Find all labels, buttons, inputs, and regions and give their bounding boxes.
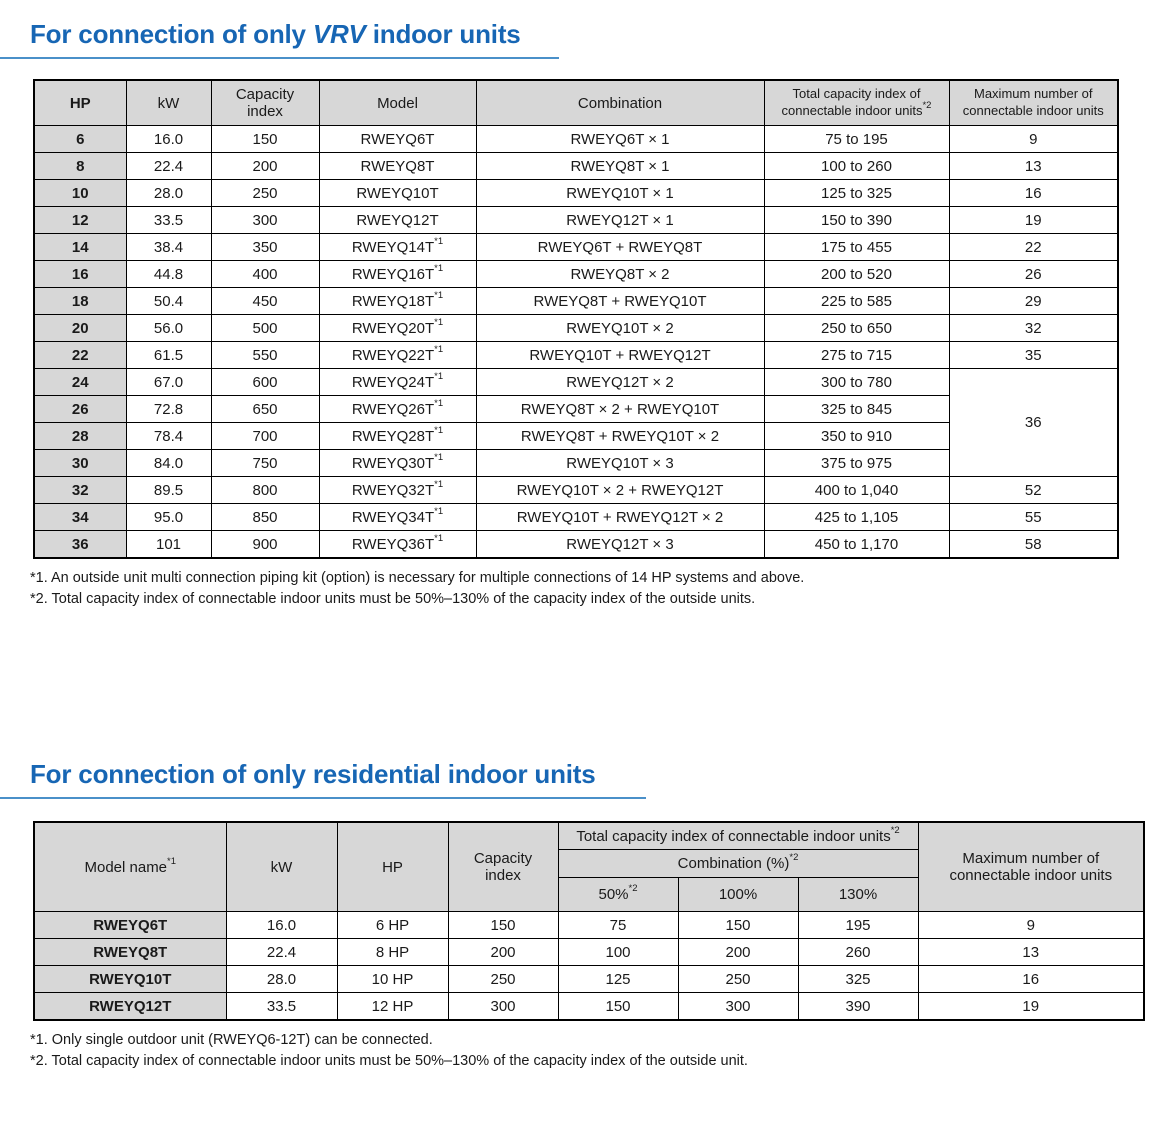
header-50pct: 50%$^{*2}$ <box>558 878 678 912</box>
capacity-index-cell: 250 <box>448 966 558 993</box>
model-name-cell: RWEYQ6T <box>34 912 226 939</box>
hp-cell: 12 HP <box>337 993 448 1020</box>
table-row <box>34 261 1118 288</box>
max-number-cell: 36 <box>949 369 1118 477</box>
kw-cell: 78.4 <box>126 423 211 450</box>
total-capacity-cell: 325 to 845 <box>764 396 949 423</box>
total-capacity-cell: 400 to 1,040 <box>764 477 949 504</box>
header-100pct: 100% <box>678 878 798 912</box>
combination-cell: RWEYQ8T × 2 <box>476 261 764 288</box>
footnote-marker: *1 <box>434 451 444 463</box>
total-capacity-cell: 225 to 585 <box>764 288 949 315</box>
capacity-index-cell: 700 <box>211 423 319 450</box>
capacity-index-cell: 300 <box>211 207 319 234</box>
model-cell: $RWEYQ34T^{*1}$ <box>319 504 476 531</box>
title-underline <box>0 57 559 59</box>
max-number-cell: 19 <box>918 993 1144 1020</box>
hp-cell: 12 <box>34 207 126 234</box>
combination-cell: RWEYQ10T × 2 + RWEYQ12T <box>476 477 764 504</box>
total-capacity-cell: 250 to 650 <box>764 315 949 342</box>
model-cell: RWEYQ8T <box>319 153 476 180</box>
capacity-index-cell: 900 <box>211 531 319 558</box>
model-cell: $RWEYQ24T^{*1}$ <box>319 369 476 396</box>
hp-cell: 18 <box>34 288 126 315</box>
section-title-residential: For connection of only residential indoor units <box>30 758 596 789</box>
model-cell: $RWEYQ18T^{*1}$ <box>319 288 476 315</box>
kw-cell: 72.8 <box>126 396 211 423</box>
combination-50-cell: 125 <box>558 966 678 993</box>
combination-cell: RWEYQ8T + RWEYQ10T <box>476 288 764 315</box>
footnote-line: *2. Total capacity index of connectable indoor units must be 50%–130% of the capacity index of the outside unit. <box>30 1052 748 1069</box>
header-capacity-index: Capacity index <box>211 80 319 126</box>
total-capacity-cell: 350 to 910 <box>764 423 949 450</box>
hp-cell: 8 <box>34 153 126 180</box>
section-vrv <box>0 20 1150 610</box>
kw-cell: 28.0 <box>226 966 337 993</box>
table-row <box>34 912 1144 939</box>
combination-cell: RWEYQ6T × 1 <box>476 126 764 153</box>
header-max-number: Maximum number of connectable indoor units <box>918 822 1144 912</box>
model-cell: $RWEYQ32T^{*1}$ <box>319 477 476 504</box>
model-cell: RWEYQ10T <box>319 180 476 207</box>
table-row <box>34 531 1118 558</box>
model-name-cell: RWEYQ10T <box>34 966 226 993</box>
capacity-index-cell: 150 <box>211 126 319 153</box>
model-cell: RWEYQ6T <box>319 126 476 153</box>
max-number-cell: 35 <box>949 342 1118 369</box>
max-number-cell: 9 <box>949 126 1118 153</box>
kw-cell: 44.8 <box>126 261 211 288</box>
hp-cell: 10 HP <box>337 966 448 993</box>
table-row <box>34 993 1144 1020</box>
footnote-marker: *1 <box>434 505 444 517</box>
table-row <box>34 153 1118 180</box>
header-model-name: Model name$^{*1}$ <box>34 822 226 912</box>
table-row <box>34 477 1118 504</box>
total-capacity-cell: 200 to 520 <box>764 261 949 288</box>
table-row <box>34 966 1144 993</box>
title-underline <box>0 797 646 799</box>
capacity-index-cell: 650 <box>211 396 319 423</box>
total-capacity-cell: 100 to 260 <box>764 153 949 180</box>
table-row <box>34 369 1118 396</box>
total-capacity-cell: 75 to 195 <box>764 126 949 153</box>
model-cell: $RWEYQ16T^{*1}$ <box>319 261 476 288</box>
max-number-cell: 52 <box>949 477 1118 504</box>
footnote-marker: *2 <box>922 100 932 112</box>
footnote-marker: *1 <box>434 262 444 274</box>
footnote-marker: *1 <box>434 316 444 328</box>
table-row <box>34 939 1144 966</box>
footnote-line: *2. Total capacity index of connectable indoor units must be 50%–130% of the capacity index of the outside units. <box>30 590 756 607</box>
capacity-index-cell: 350 <box>211 234 319 261</box>
table-row <box>34 315 1118 342</box>
combination-50-cell: 75 <box>558 912 678 939</box>
kw-cell: 33.5 <box>226 993 337 1020</box>
footnote-marker: *1 <box>434 478 444 490</box>
footnote-marker: *2 <box>890 824 900 836</box>
residential-spec-table <box>33 821 1145 1021</box>
header-total-capacity: Total capacity index of connectable indoor units$^{*2}$ <box>558 822 918 850</box>
hp-cell: 6 <box>34 126 126 153</box>
hp-cell: 34 <box>34 504 126 531</box>
kw-cell: 89.5 <box>126 477 211 504</box>
title-prefix: For connection of only <box>30 19 313 49</box>
capacity-index-cell: 450 <box>211 288 319 315</box>
header-kw: kW <box>226 822 337 912</box>
header-capacity-index: Capacity index <box>448 822 558 912</box>
footnote-line: *1. Only single outdoor unit (RWEYQ6-12T) can be connected. <box>30 1031 433 1048</box>
hp-cell: 32 <box>34 477 126 504</box>
max-number-cell: 13 <box>918 939 1144 966</box>
capacity-index-cell: 150 <box>448 912 558 939</box>
kw-cell: 16.0 <box>126 126 211 153</box>
capacity-index-cell: 800 <box>211 477 319 504</box>
model-cell: $RWEYQ30T^{*1}$ <box>319 450 476 477</box>
footnote-marker: *1 <box>434 370 444 382</box>
header-kw: kW <box>126 80 211 126</box>
total-capacity-cell: 125 to 325 <box>764 180 949 207</box>
table-row <box>34 126 1118 153</box>
combination-cell: RWEYQ8T + RWEYQ10T × 2 <box>476 423 764 450</box>
hp-cell: 30 <box>34 450 126 477</box>
capacity-index-cell: 500 <box>211 315 319 342</box>
footnote-marker: *1 <box>167 855 177 867</box>
table-row <box>34 207 1118 234</box>
hp-cell: 22 <box>34 342 126 369</box>
table-header-row <box>34 80 1118 126</box>
max-number-cell: 32 <box>949 315 1118 342</box>
header-combination: Combination <box>476 80 764 126</box>
kw-cell: 38.4 <box>126 234 211 261</box>
combination-50-cell: 100 <box>558 939 678 966</box>
kw-cell: 56.0 <box>126 315 211 342</box>
max-number-cell: 58 <box>949 531 1118 558</box>
combination-cell: RWEYQ8T × 1 <box>476 153 764 180</box>
combination-cell: RWEYQ6T + RWEYQ8T <box>476 234 764 261</box>
combination-100-cell: 250 <box>678 966 798 993</box>
kw-cell: 28.0 <box>126 180 211 207</box>
model-cell: $RWEYQ28T^{*1}$ <box>319 423 476 450</box>
combination-cell: RWEYQ12T × 3 <box>476 531 764 558</box>
model-cell: $RWEYQ36T^{*1}$ <box>319 531 476 558</box>
combination-cell: RWEYQ10T × 1 <box>476 180 764 207</box>
combination-cell: RWEYQ10T × 2 <box>476 315 764 342</box>
hp-cell: 14 <box>34 234 126 261</box>
footnote-marker: *1 <box>434 532 444 544</box>
combination-130-cell: 195 <box>798 912 918 939</box>
footnote-line: *1. An outside unit multi connection piping kit (option) is necessary for multiple connections of 14 HP systems and above. <box>30 569 805 586</box>
combination-cell: RWEYQ10T × 3 <box>476 450 764 477</box>
section-residential <box>0 760 1150 1072</box>
hp-cell: 10 <box>34 180 126 207</box>
max-number-cell: 19 <box>949 207 1118 234</box>
footnote-marker: *2 <box>789 852 799 864</box>
capacity-index-cell: 400 <box>211 261 319 288</box>
header-model: Model <box>319 80 476 126</box>
max-number-cell: 26 <box>949 261 1118 288</box>
model-cell: RWEYQ12T <box>319 207 476 234</box>
kw-cell: 33.5 <box>126 207 211 234</box>
combination-100-cell: 300 <box>678 993 798 1020</box>
capacity-index-cell: 850 <box>211 504 319 531</box>
header-hp: HP <box>337 822 448 912</box>
model-name-cell: RWEYQ12T <box>34 993 226 1020</box>
table-row <box>34 234 1118 261</box>
table-header-row <box>34 822 1144 850</box>
footnote-marker: *1 <box>434 424 444 436</box>
model-cell: $RWEYQ22T^{*1}$ <box>319 342 476 369</box>
capacity-index-cell: 300 <box>448 993 558 1020</box>
max-number-cell: 16 <box>949 180 1118 207</box>
kw-cell: 22.4 <box>226 939 337 966</box>
table-row <box>34 342 1118 369</box>
model-name-cell: RWEYQ8T <box>34 939 226 966</box>
kw-cell: 61.5 <box>126 342 211 369</box>
capacity-index-cell: 550 <box>211 342 319 369</box>
model-cell: $RWEYQ26T^{*1}$ <box>319 396 476 423</box>
kw-cell: 95.0 <box>126 504 211 531</box>
title-emphasis-vrv: VRV <box>312 19 366 49</box>
header-combination-pct: Combination (%)$^{*2}$ <box>558 850 918 878</box>
table-row <box>34 288 1118 315</box>
model-cell: $RWEYQ14T^{*1}$ <box>319 234 476 261</box>
footnote-marker: *1 <box>434 397 444 409</box>
max-number-cell: 55 <box>949 504 1118 531</box>
combination-130-cell: 325 <box>798 966 918 993</box>
max-number-cell: 29 <box>949 288 1118 315</box>
max-number-cell: 13 <box>949 153 1118 180</box>
total-capacity-cell: 175 to 455 <box>764 234 949 261</box>
capacity-index-cell: 200 <box>211 153 319 180</box>
combination-130-cell: 390 <box>798 993 918 1020</box>
hp-cell: 24 <box>34 369 126 396</box>
footnote-marker: *1 <box>434 343 444 355</box>
section-title-vrv <box>30 20 1150 50</box>
combination-cell: RWEYQ12T × 2 <box>476 369 764 396</box>
total-capacity-cell: 450 to 1,170 <box>764 531 949 558</box>
hp-cell: 16 <box>34 261 126 288</box>
kw-cell: 67.0 <box>126 369 211 396</box>
combination-cell: RWEYQ8T × 2 + RWEYQ10T <box>476 396 764 423</box>
kw-cell: 16.0 <box>226 912 337 939</box>
combination-130-cell: 260 <box>798 939 918 966</box>
title-suffix: indoor units <box>365 19 521 49</box>
total-capacity-cell: 150 to 390 <box>764 207 949 234</box>
total-capacity-cell: 275 to 715 <box>764 342 949 369</box>
combination-50-cell: 150 <box>558 993 678 1020</box>
combination-cell: RWEYQ10T + RWEYQ12T <box>476 342 764 369</box>
capacity-index-cell: 750 <box>211 450 319 477</box>
kw-cell: 84.0 <box>126 450 211 477</box>
table-row <box>34 504 1118 531</box>
hp-cell: 28 <box>34 423 126 450</box>
footnote-marker: *1 <box>434 235 444 247</box>
kw-cell: 101 <box>126 531 211 558</box>
footnote-marker: *2 <box>628 883 638 895</box>
max-number-cell: 22 <box>949 234 1118 261</box>
header-hp: HP <box>34 80 126 126</box>
max-number-cell: 9 <box>918 912 1144 939</box>
total-capacity-cell: 425 to 1,105 <box>764 504 949 531</box>
footnote-marker: *1 <box>434 289 444 301</box>
max-number-cell: 16 <box>918 966 1144 993</box>
footnotes-vrv <box>30 568 1150 610</box>
kw-cell: 22.4 <box>126 153 211 180</box>
combination-100-cell: 200 <box>678 939 798 966</box>
kw-cell: 50.4 <box>126 288 211 315</box>
combination-cell: RWEYQ12T × 1 <box>476 207 764 234</box>
hp-cell: 6 HP <box>337 912 448 939</box>
header-total-capacity: Total capacity index of connectable indoor units$^{*2}$ <box>764 80 949 126</box>
header-max-number: Maximum number of connectable indoor units <box>949 80 1118 126</box>
header-130pct: 130% <box>798 878 918 912</box>
hp-cell: 8 HP <box>337 939 448 966</box>
hp-cell: 26 <box>34 396 126 423</box>
footnotes-residential <box>30 1030 1150 1072</box>
capacity-index-cell: 600 <box>211 369 319 396</box>
vrv-spec-table <box>33 79 1119 559</box>
combination-cell: RWEYQ10T + RWEYQ12T × 2 <box>476 504 764 531</box>
table-row <box>34 180 1118 207</box>
total-capacity-cell: 375 to 975 <box>764 450 949 477</box>
hp-cell: 20 <box>34 315 126 342</box>
model-cell: $RWEYQ20T^{*1}$ <box>319 315 476 342</box>
capacity-index-cell: 200 <box>448 939 558 966</box>
capacity-index-cell: 250 <box>211 180 319 207</box>
hp-cell: 36 <box>34 531 126 558</box>
combination-100-cell: 150 <box>678 912 798 939</box>
total-capacity-cell: 300 to 780 <box>764 369 949 396</box>
